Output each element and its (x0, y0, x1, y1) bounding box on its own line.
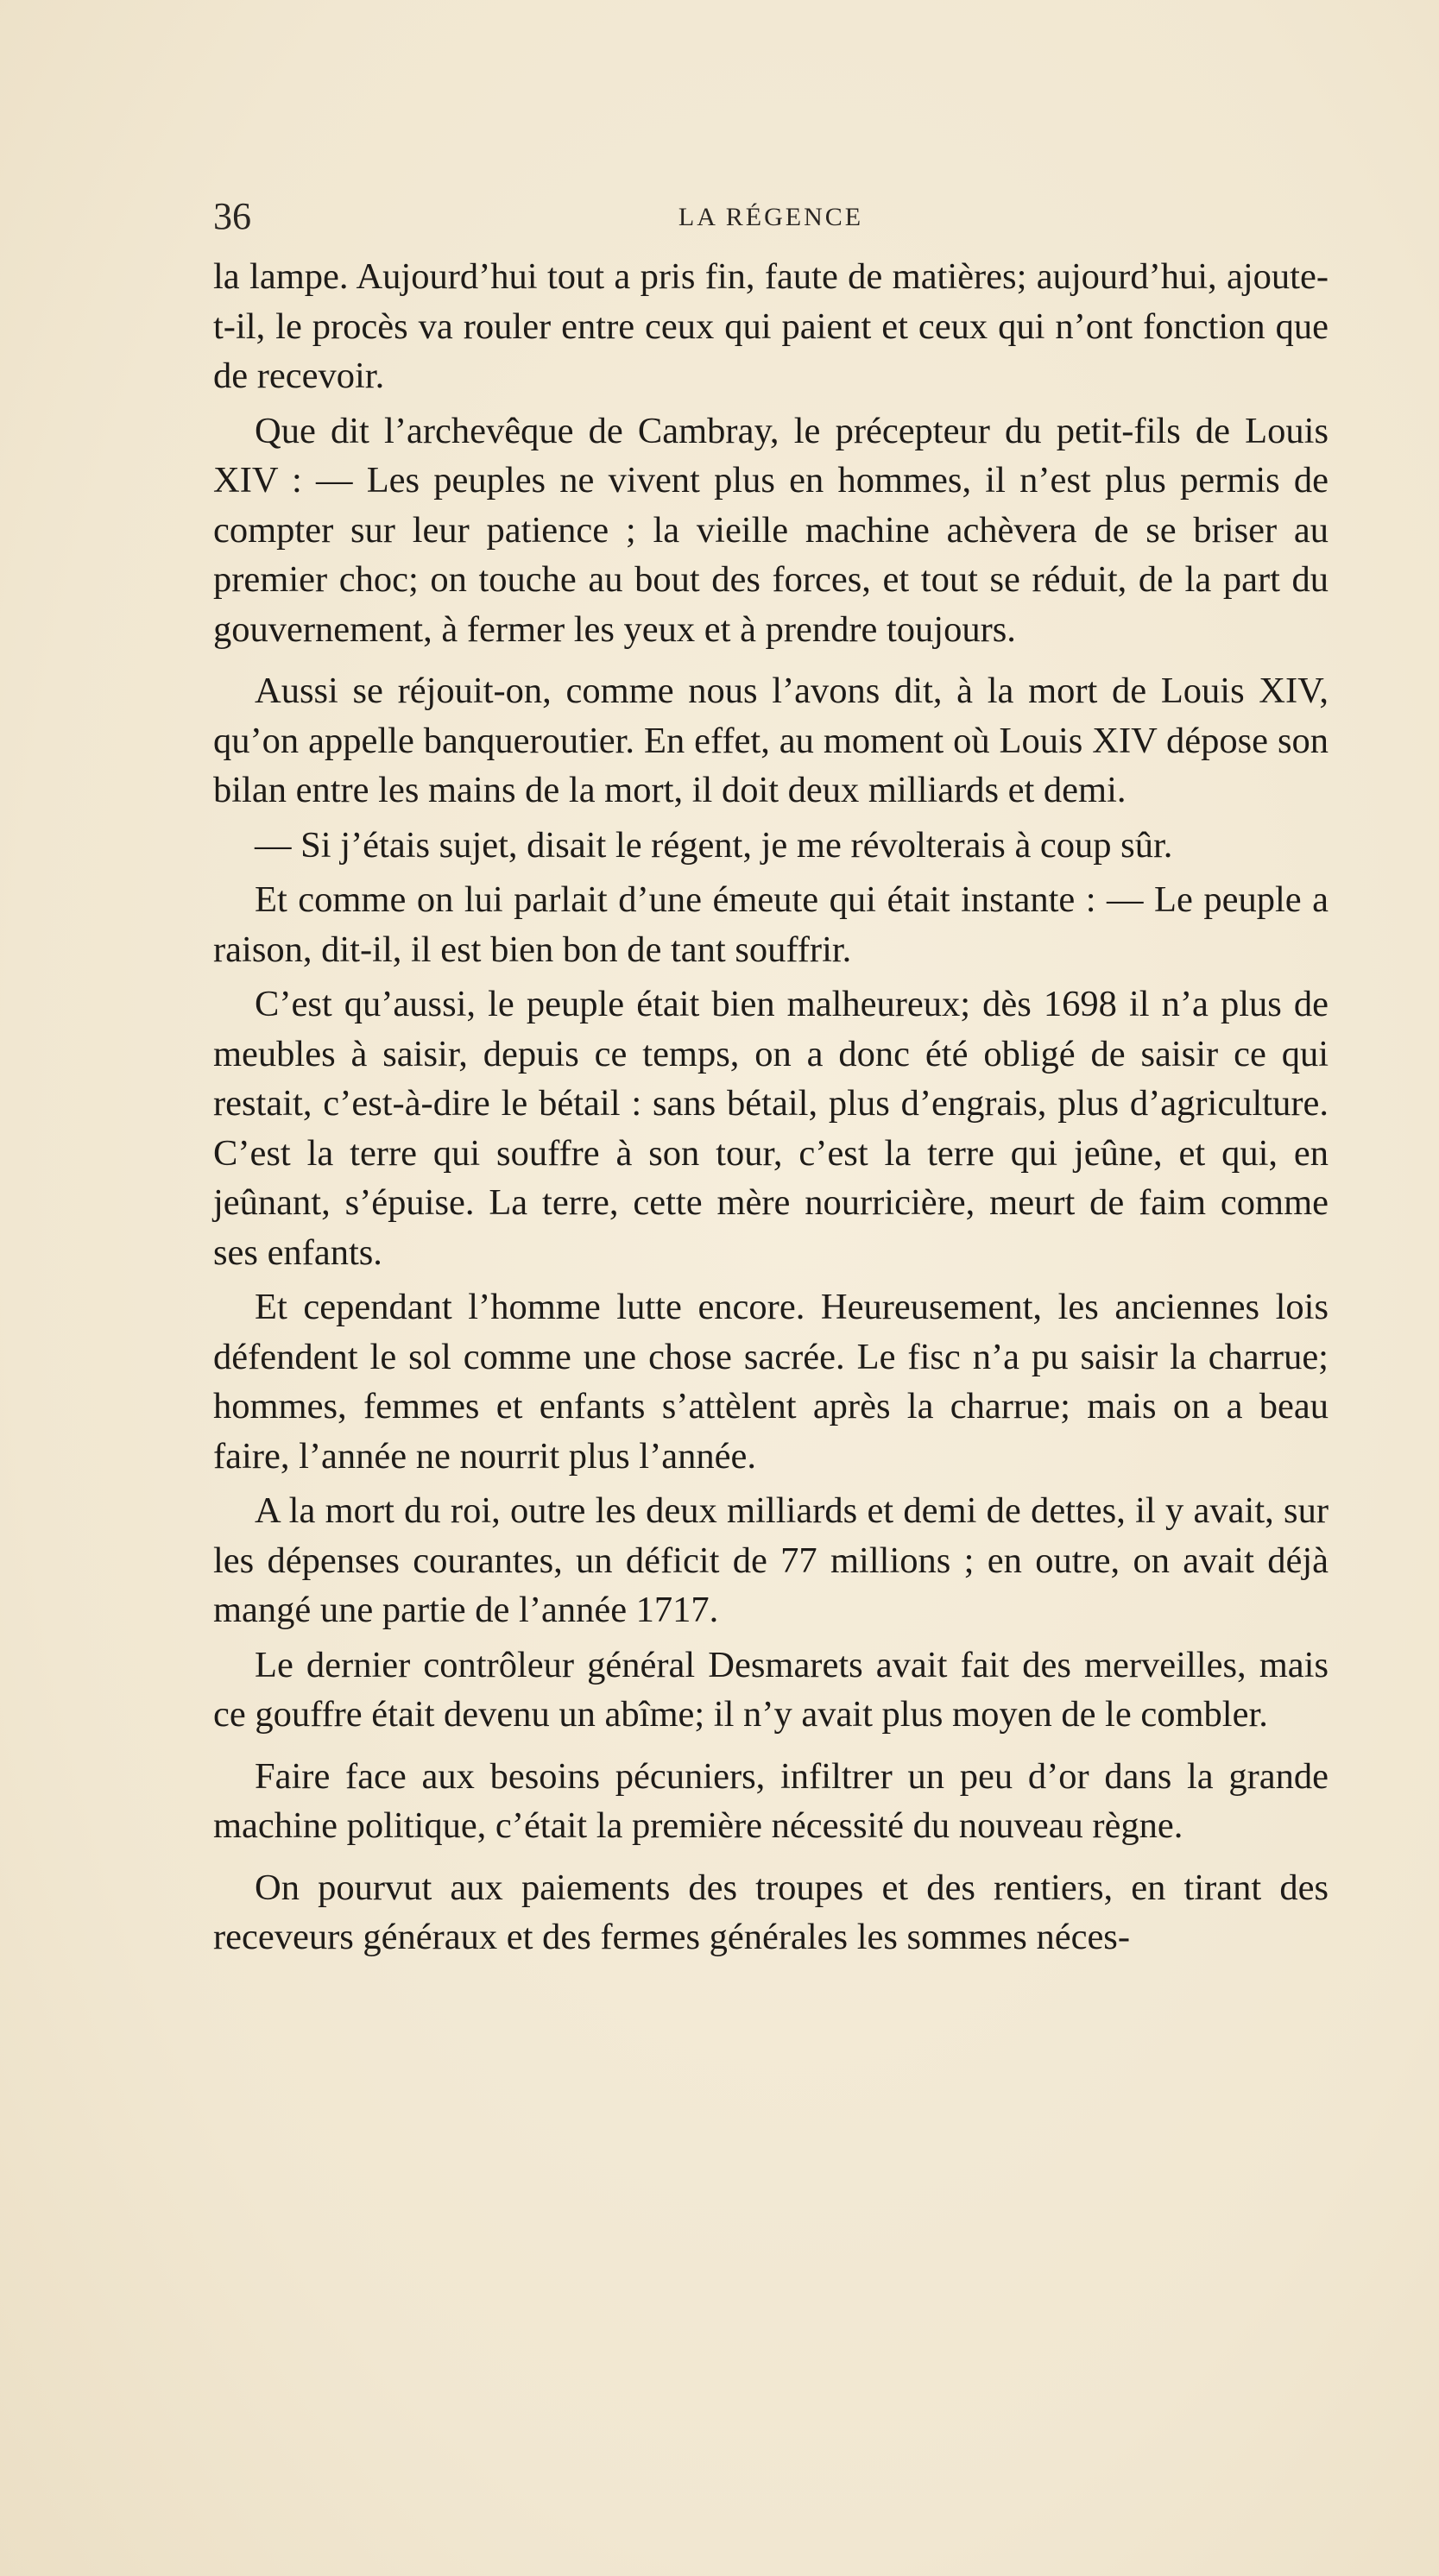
running-title: LA RÉGENCE (678, 203, 864, 231)
paragraph: Le dernier contrôleur général Desmarets avait fait des merveilles, mais ce gouffre était devenu un abîme; il n’y avait plus moyen de le combler. (213, 1644, 1329, 1735)
paragraph: la lampe. Aujourd’hui tout a pris fin, faute de matières; aujourd’hui, ajoute-t-il, le procès va rouler entre ceux qui paient et ceux qui n’ont fonction que de recevoir. (213, 256, 1329, 396)
paragraph: C’est qu’aussi, le peuple était bien malheureux; dès 1698 il n’a plus de meubles à saisir, depuis ce temps, on a donc été obligé de saisir ce qui restait, c’est-à-dire le bétail : sans bétail, plus d’engrais, plus d’agriculture. C’est la terre qui souffre à son tour, c’est la terre qui jeûne, et qui, en jeûnant, s’épuise. La terre, cette mère nourricière, meurt de faim comme ses enfants. (213, 984, 1329, 1273)
paragraph: Et cependant l’homme lutte encore. Heureusement, les anciennes lois défendent le sol comme une chose sacrée. Le fisc n’a pu saisir la charrue; hommes, femmes et enfants s’attèlent après la charrue; mais on a beau faire, l’année ne nourrit plus l’année. (213, 1287, 1329, 1477)
paragraph: A la mort du roi, outre les deux milliards et demi de dettes, il y avait, sur les dépenses courantes, un déficit de 77 millions ; en outre, on avait déjà mangé une partie de l’année 1717. (213, 1490, 1329, 1630)
body-text (213, 252, 1329, 1968)
paragraph: — Si j’étais sujet, disait le régent, je me révolterais à coup sûr. (255, 824, 1173, 866)
paragraph: Aussi se réjouit-on, comme nous l’avons dit, à la mort de Louis XIV, qu’on appelle banqueroutier. En effet, au moment où Louis XIV dépose son bilan entre les mains de la mort, il doit deux milliards et demi. (213, 671, 1329, 810)
page-number: 36 (213, 195, 251, 237)
paragraph: On pourvut aux paiements des troupes et des rentiers, en tirant des receveurs généraux et des fermes générales les sommes néces- (213, 1867, 1329, 1957)
paragraph: Que dit l’archevêque de Cambray, le précepteur du petit-fils de Louis XIV : — Les peuples ne vivent plus en hommes, il n’est plus permis de compter sur leur patience ; la vieille machine achèvera de se briser au premier choc; on touche au bout des forces, et tout se réduit, de la part du gouvernement, à fermer les yeux et à prendre toujours. (213, 410, 1329, 650)
running-head (213, 195, 1329, 238)
paragraph: Et comme on lui parlait d’une émeute qui était instante : — Le peuple a raison, dit-il, il est bien bon de tant souffrir. (213, 879, 1329, 970)
paragraph: Faire face aux besoins pécuniers, infiltrer un peu d’or dans la grande machine politique, c’était la première nécessité du nouveau règne. (213, 1755, 1329, 1846)
